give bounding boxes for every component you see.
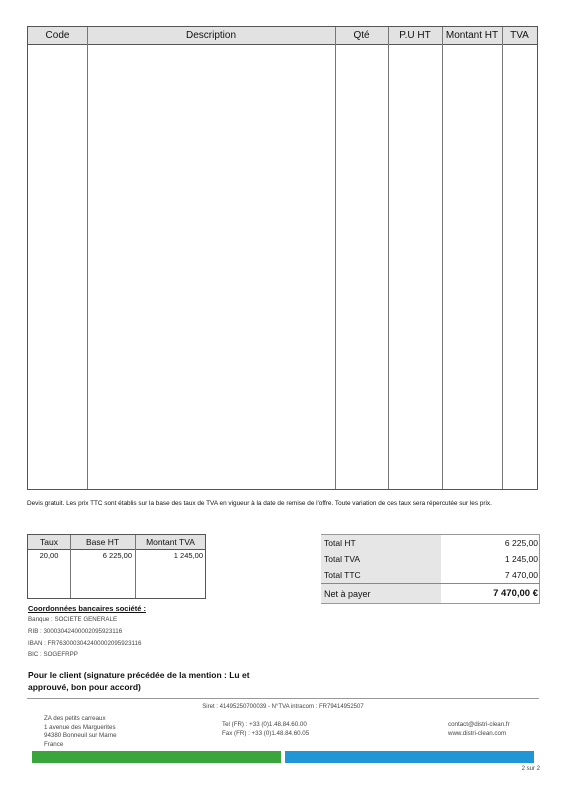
total-tva-label: Total TVA xyxy=(321,551,441,567)
bank-iban: IBAN : FR7630003042400002095923116 xyxy=(28,640,142,647)
bank-name: Banque : SOCIETE GENERALE xyxy=(28,616,118,623)
total-ttc-row xyxy=(321,567,540,583)
column-divider xyxy=(388,27,389,489)
address-line: ZA des petits carreaux xyxy=(44,715,106,722)
header-quantity: Qté xyxy=(353,30,370,41)
green-brand-bar xyxy=(32,751,281,763)
footer-contact xyxy=(448,721,510,738)
vat-amount: 1 245,00 xyxy=(173,551,203,560)
items-table xyxy=(27,26,538,490)
column-divider xyxy=(442,27,443,489)
blue-brand-bar xyxy=(285,751,534,763)
footer-address xyxy=(44,715,117,749)
column-divider xyxy=(502,27,503,489)
phone-number: Tel (FR) : +33 (0)1.48.84.60.00 xyxy=(222,721,307,728)
footer-phones xyxy=(222,721,309,738)
bank-bic: BIC : SOGEFRPP xyxy=(28,651,78,658)
net-value: 7 470,00 € xyxy=(493,588,538,599)
total-ttc-value: 7 470,00 xyxy=(504,570,538,580)
vat-base: 6 225,00 xyxy=(102,551,132,560)
vat-table xyxy=(27,534,206,599)
total-ht-value: 6 225,00 xyxy=(504,538,538,548)
bank-rib: RIB : 30003042400002095923116 xyxy=(28,628,123,635)
address-line: France xyxy=(44,740,64,748)
siret-line: Siret : 41495250700039 - N°TVA intracom : FR79414952507 xyxy=(202,704,364,710)
header-description: Description xyxy=(185,30,237,41)
address-line: 1 avenue des Marguerites xyxy=(44,723,116,731)
header-rate: Taux xyxy=(40,537,58,547)
net-row xyxy=(321,584,540,603)
column-divider xyxy=(335,27,336,489)
total-tva-value: 1 245,00 xyxy=(504,554,538,564)
fax-number: Fax (FR) : +33 (0)1.48.84.60.05 xyxy=(222,729,310,737)
footer-divider xyxy=(27,698,539,699)
website-link[interactable]: www.distri-clean.com xyxy=(448,729,507,737)
header-code: Code xyxy=(45,30,70,41)
client-signature: Pour le client (signature précédée de la mention : Lu et approuvé, bon pour accord) xyxy=(28,670,250,692)
header-vat-amount: Montant TVA xyxy=(146,537,195,547)
quote-note: Devis gratuit. Les prix TTC sont établis sur la base des taux de TVA en vigueur à la date de remise de l'offre. Toute variation de ces taux sera répercutée sur les prix. xyxy=(27,500,492,507)
total-ttc-label: Total TTC xyxy=(321,567,441,583)
header-base: Base HT xyxy=(85,537,120,547)
total-ht-label: Total HT xyxy=(321,535,441,551)
column-divider xyxy=(87,27,88,489)
header-amount: Montant HT xyxy=(445,30,499,41)
total-tva-row xyxy=(321,551,540,567)
page-number: 2 sur 2 xyxy=(521,766,540,772)
header-vat: TVA xyxy=(510,30,529,41)
header-unit-price: P.U HT xyxy=(399,30,431,41)
address-line: 94380 Bonneuil sur Marne xyxy=(44,732,117,739)
vat-rate: 20,00 xyxy=(39,551,59,560)
bank-title: Coordonnées bancaires société : xyxy=(28,604,146,613)
total-ht-row xyxy=(321,535,540,551)
net-label: Net à payer xyxy=(321,584,441,603)
email-link[interactable]: contact@distri-clean.fr xyxy=(448,721,510,728)
